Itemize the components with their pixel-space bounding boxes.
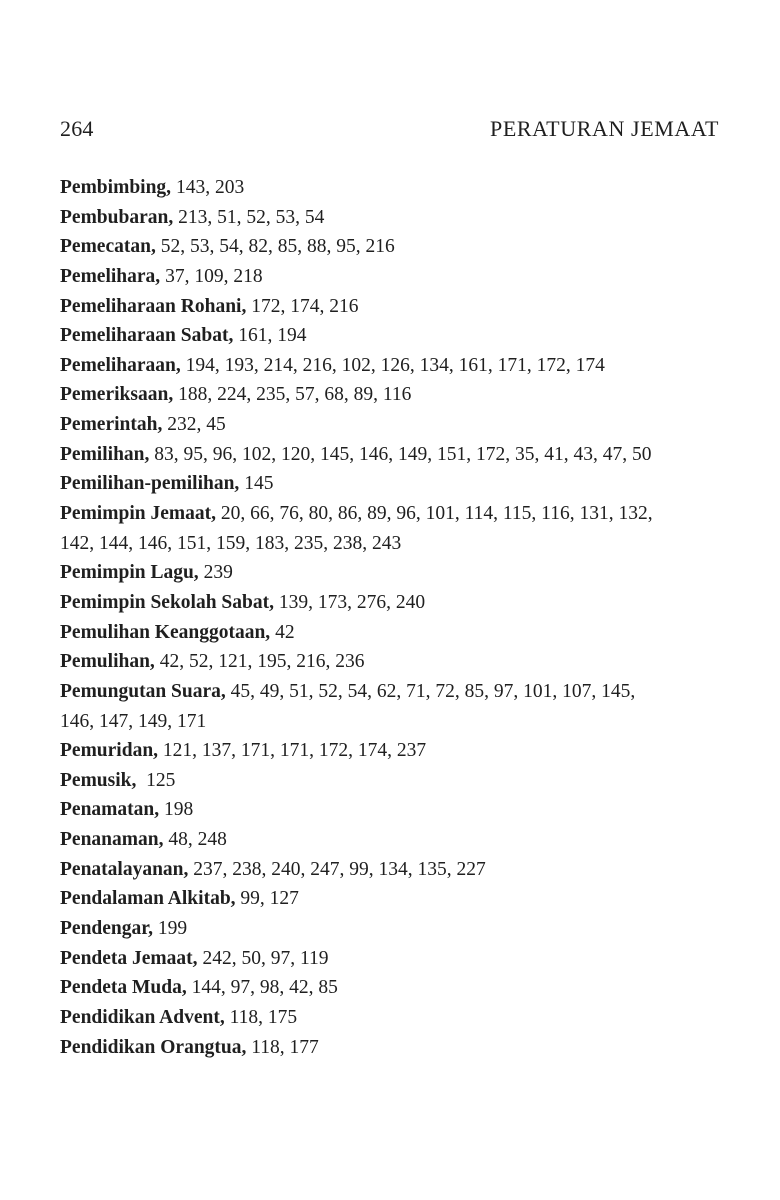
index-entry (60, 1003, 730, 1033)
index-term: Pemeliharaan, (60, 354, 181, 376)
page-references: 99, 127 (235, 888, 299, 910)
index-entry (60, 677, 730, 707)
index-term: Pemungutan Suara, (60, 680, 226, 702)
index-entry (60, 1033, 730, 1063)
index-entry (60, 262, 730, 292)
index-term: Pemilihan, (60, 443, 150, 465)
page-references: 232, 45 (162, 414, 226, 436)
page-references: 239 (198, 562, 233, 584)
index-term: Pemeliharaan Sabat, (60, 325, 234, 347)
page-references: 143, 203 (171, 177, 245, 198)
page-number: 264 (60, 116, 94, 141)
page-references: 144, 97, 98, 42, 85 (186, 977, 338, 999)
page-references: 161, 194 (233, 325, 307, 347)
index-entry (60, 766, 730, 796)
page-references: 45, 49, 51, 52, 54, 62, 71, 72, 85, 97, 101, 107, 145, (225, 680, 636, 702)
page-references: 125 (136, 769, 176, 791)
index-entry (60, 707, 730, 737)
page-references: 42, 52, 121, 195, 216, 236 (154, 651, 365, 673)
index-term: Pendeta Muda, (60, 977, 187, 999)
index-term: Pendidikan Advent, (60, 1006, 225, 1028)
page-references: 48, 248 (163, 829, 227, 851)
index-entry (60, 736, 730, 766)
index-term: Pemelihara, (60, 265, 161, 287)
index-entry (60, 469, 730, 499)
index-term: Pendengar, (60, 918, 153, 940)
page-references: 118, 177 (246, 1036, 319, 1058)
index-term: Pemeriksaan, (60, 384, 174, 406)
index-entry (60, 647, 730, 677)
page-references: 172, 174, 216 (246, 295, 359, 317)
index-entry (60, 203, 730, 233)
index-term: Pemuridan, (60, 740, 159, 762)
page-references: 83, 95, 96, 102, 120, 145, 146, 149, 151, 172, 35, 41, 43, 47, 50 (149, 443, 652, 465)
page-references: 42 (270, 621, 295, 643)
index-entry (60, 351, 730, 381)
index-term: Pemulihan, (60, 651, 155, 673)
index-entry (60, 499, 730, 529)
index-entry (60, 914, 730, 944)
page-references: 237, 238, 240, 247, 99, 134, 135, 227 (188, 858, 486, 880)
index-entry (60, 380, 730, 410)
index-term: Pemilihan-pemilihan, (60, 473, 240, 495)
index-entry (60, 292, 730, 322)
index-entry (60, 973, 730, 1003)
index-entry (60, 795, 730, 825)
page-references: 118, 175 (224, 1006, 298, 1028)
running-head (60, 116, 719, 146)
index-term: Penanaman, (60, 829, 164, 851)
index-entry (60, 173, 730, 203)
index-term: Pembimbing, (60, 177, 172, 198)
index-term: Pendalaman Alkitab, (60, 888, 236, 910)
page-references: 242, 50, 97, 119 (197, 947, 329, 969)
page-references: 52, 53, 54, 82, 85, 88, 95, 216 (155, 236, 395, 258)
page-references: 213, 51, 52, 53, 54 (173, 206, 325, 228)
index-term: Pendidikan Orangtua, (60, 1036, 247, 1058)
index-entry (60, 944, 730, 974)
index-entry (60, 232, 730, 262)
index-entry (60, 321, 730, 351)
index-term: Pemeliharaan Rohani, (60, 295, 247, 317)
page-references: 37, 109, 218 (160, 265, 263, 287)
index-term: Pemimpin Jemaat, (60, 503, 216, 525)
page-references: 142, 144, 146, 151, 159, 183, 235, 238, 243 (60, 532, 402, 554)
index-term: Pemusik, (60, 769, 137, 791)
page-references: 139, 173, 276, 240 (274, 591, 426, 613)
page-references: 198 (159, 799, 194, 821)
index-entry (60, 440, 730, 470)
page-references: 20, 66, 76, 80, 86, 89, 96, 101, 114, 115, 116, 131, 132, (215, 503, 653, 525)
index-term: Penatalayanan, (60, 858, 189, 880)
index-entry (60, 529, 730, 559)
index-term: Pembubaran, (60, 206, 174, 228)
index-entry (60, 855, 730, 885)
index-entry (60, 410, 730, 440)
index-entry (60, 558, 730, 588)
index-entry (60, 884, 730, 914)
index-list (60, 173, 730, 1062)
index-entry (60, 618, 730, 648)
page-references: 146, 147, 149, 171 (60, 710, 207, 732)
running-title: PERATURAN JEMAAT (489, 116, 719, 141)
page-references: 199 (153, 918, 188, 940)
page-references: 121, 137, 171, 171, 172, 174, 237 (158, 740, 427, 762)
index-term: Pemecatan, (60, 236, 156, 258)
page-references: 194, 193, 214, 216, 102, 126, 134, 161, 171, 172, 174 (180, 354, 605, 376)
index-term: Pemulihan Keanggotaan, (60, 621, 271, 643)
page-references: 188, 224, 235, 57, 68, 89, 116 (173, 384, 412, 406)
page-references: 145 (239, 473, 274, 495)
index-entry (60, 588, 730, 618)
index-term: Pemimpin Sekolah Sabat, (60, 591, 274, 613)
index-term: Pemimpin Lagu, (60, 562, 199, 584)
index-entry (60, 825, 730, 855)
index-term: Pemerintah, (60, 414, 163, 436)
index-term: Pendeta Jemaat, (60, 947, 198, 969)
index-term: Penamatan, (60, 799, 160, 821)
